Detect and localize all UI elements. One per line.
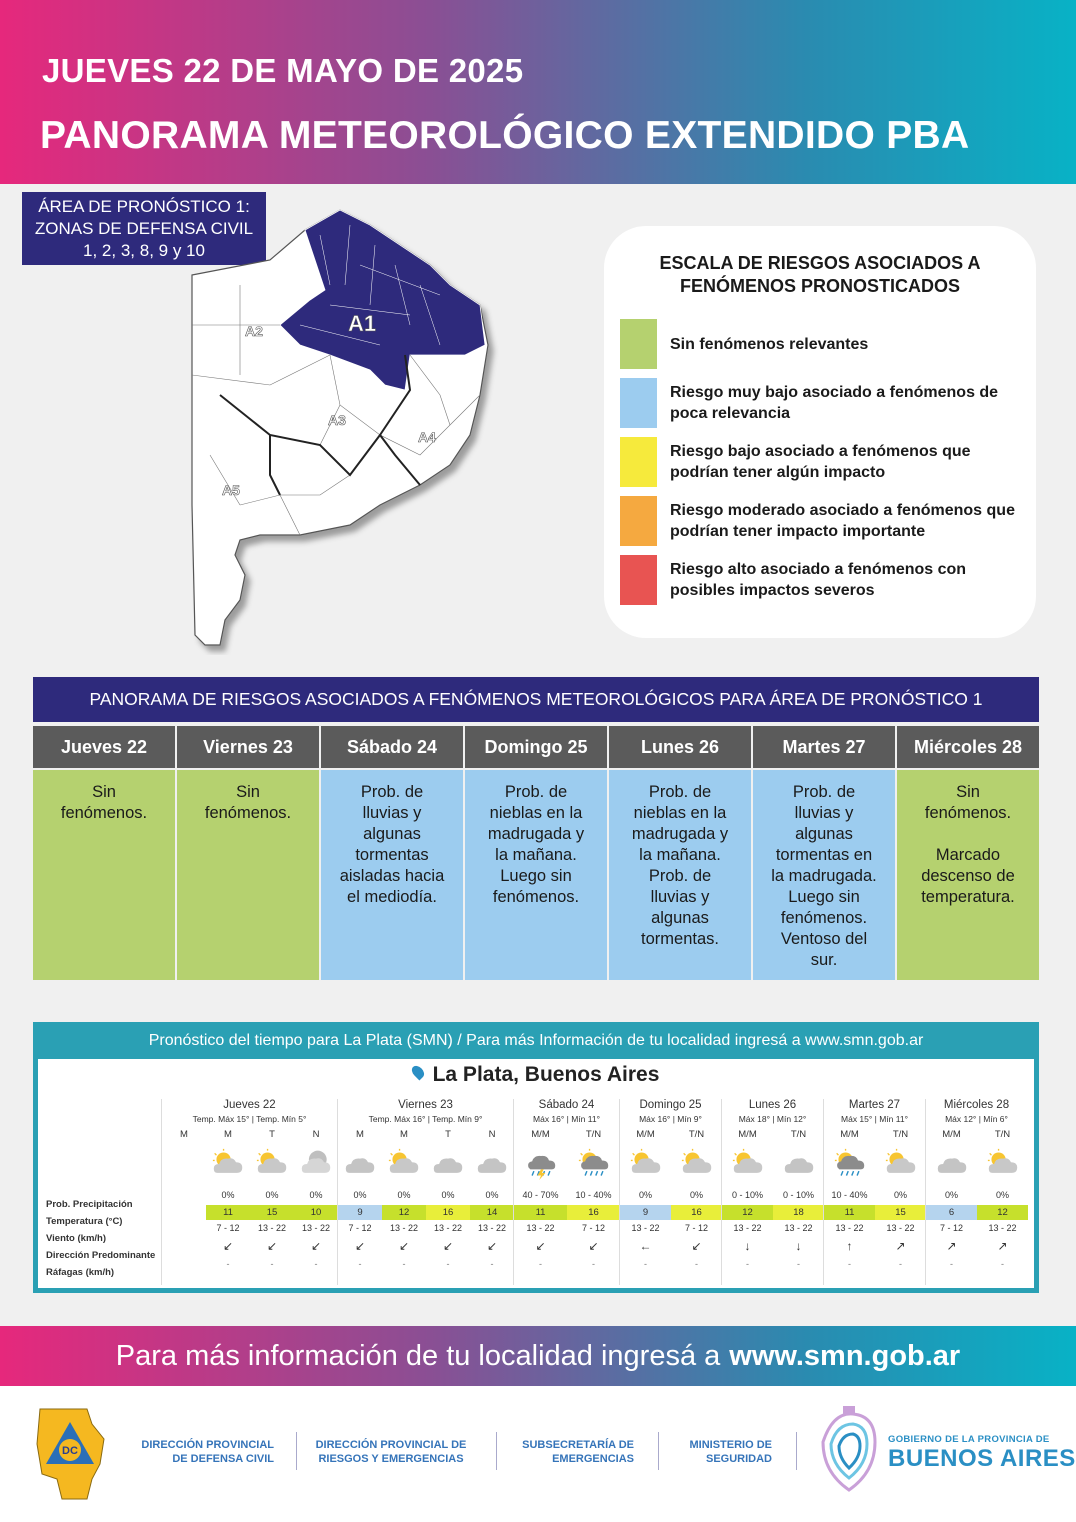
day-column (609, 726, 751, 982)
risk-scale-legend (604, 226, 1036, 638)
day-forecast-text: Prob. de nieblas en la madrugada y la mañana. Luego sin fenómenos. (465, 770, 607, 980)
wind-speed: 13 - 22 (886, 1223, 915, 1233)
wind-direction-arrow-icon: ↓ (744, 1239, 751, 1253)
gobierno-buenos-aires-emblem-icon (813, 1402, 885, 1494)
forecast-slot (620, 1099, 671, 1285)
legend-swatch-green (620, 319, 657, 369)
forecast-day (823, 1099, 925, 1285)
day-forecast-text: Sin fenómenos. (177, 770, 319, 980)
slot-label: T/N (790, 1129, 807, 1140)
temperature-cell: 14 (470, 1205, 514, 1220)
precipitation-prob: 0% (397, 1190, 411, 1200)
footer-divider (796, 1432, 797, 1470)
forecast-slot (926, 1099, 977, 1285)
cloud-weather-icon (474, 1148, 510, 1180)
day-header: Martes 27 (753, 726, 895, 768)
footer-item-defensa-civil: DIRECCIÓN PROVINCIAL DE DEFENSA CIVIL (141, 1439, 274, 1465)
gusts-value: - (950, 1259, 953, 1269)
day-column (465, 726, 607, 982)
forecast-slot (250, 1099, 294, 1285)
temperature-cell: 11 (206, 1205, 250, 1220)
forecast-slot (206, 1099, 250, 1285)
forecast-day (337, 1099, 513, 1285)
legend-text: Riesgo alto asociado a fenómenos con posibles impactos severos (670, 561, 967, 599)
wind-direction-arrow-icon: ↙ (691, 1239, 702, 1253)
footer-divider (496, 1432, 497, 1470)
slot-label: M/M (531, 1129, 550, 1140)
info-band-text: Para más información de tu localidad ingresá a (115, 1339, 721, 1372)
smn-forecast-table (38, 1059, 1034, 1288)
forecast-day-name: Lunes 26 (748, 1099, 797, 1111)
defensa-civil-logo-icon (32, 1404, 112, 1504)
precipitation-prob: 0 - 10% (731, 1190, 764, 1200)
temperature-cell: 11 (514, 1205, 567, 1220)
slot-label: M (224, 1129, 232, 1140)
legend-swatch-blue (620, 378, 657, 428)
forecast-day (161, 1099, 337, 1285)
wind-speed: 13 - 22 (988, 1223, 1017, 1233)
slot-label: N (488, 1129, 496, 1140)
precipitation-prob: 0% (944, 1190, 958, 1200)
day-forecast-text: Sin fenómenos. (33, 770, 175, 980)
precipitation-prob: 0% (689, 1190, 703, 1200)
forecast-day (925, 1099, 1027, 1285)
temperature-cell: 16 (426, 1205, 470, 1220)
wind-speed: 13 - 22 (784, 1223, 813, 1233)
gusts-value: - (358, 1259, 362, 1269)
report-date: JUEVES 22 DE MAYO DE 2025 (42, 52, 524, 89)
forecast-slot (514, 1099, 567, 1285)
wind-speed: 13 - 22 (526, 1223, 555, 1233)
wind-speed: 13 - 22 (389, 1223, 419, 1233)
forecast-slot (338, 1099, 382, 1285)
location-title: La Plata, Buenos Aires (38, 1063, 1034, 1087)
temperature-cell: 12 (977, 1205, 1028, 1220)
header-banner (0, 0, 1076, 184)
temperature-cell: 18 (773, 1205, 824, 1220)
forecast-day-temps: Temp. Máx 15° | Temp. Mín 5° (192, 1114, 307, 1124)
map-label-a3: A3 (328, 412, 346, 428)
day-header: Jueves 22 (33, 726, 175, 768)
precipitation-prob: 0% (309, 1190, 323, 1200)
precipitation-prob: 0% (353, 1190, 367, 1200)
info-band (0, 1326, 1076, 1386)
slot-label: T (269, 1129, 275, 1140)
province-map (180, 205, 510, 655)
sun-cloud-weather-icon (254, 1148, 290, 1180)
legend-item-high (620, 555, 1030, 605)
wind-speed: 7 - 12 (216, 1223, 240, 1233)
temperature-cell: 6 (926, 1205, 977, 1220)
smn-link[interactable]: www.smn.gob.ar (729, 1339, 961, 1372)
day-header: Miércoles 28 (897, 726, 1039, 768)
slot-label: M/M (636, 1129, 655, 1140)
forecast-day (513, 1099, 619, 1285)
gusts-value: - (746, 1259, 749, 1269)
legend-text: Riesgo bajo asociado a fenómenos que podrían tener algún impacto (670, 443, 971, 481)
slot-label: T/N (585, 1129, 602, 1140)
slot-label: M (356, 1129, 364, 1140)
footer-item-subsecretaria: SUBSECRETARÍA DE EMERGENCIAS (522, 1439, 634, 1465)
day-column (321, 726, 463, 982)
slot-label: T (445, 1129, 451, 1140)
legend-text: Sin fenómenos relevantes (670, 335, 869, 353)
legend-item-moderate (620, 496, 1030, 546)
panorama-title: PANORAMA DE RIESGOS ASOCIADOS A FENÓMENOS METEOROLÓGICOS PARA ÁREA DE PRONÓSTICO 1 (33, 677, 1039, 722)
slot-label: N (312, 1129, 320, 1140)
precipitation-prob: 0% (441, 1190, 455, 1200)
slot-label: M/M (840, 1129, 859, 1140)
forecast-slot (824, 1099, 875, 1285)
gusts-value: - (490, 1259, 494, 1269)
wind-speed: 7 - 12 (581, 1223, 605, 1233)
wind-speed: 13 - 22 (733, 1223, 762, 1233)
gusts-value: - (644, 1259, 647, 1269)
forecast-day-temps: Máx 16° | Mín 9° (639, 1114, 702, 1124)
wind-direction-arrow-icon: ↗ (997, 1239, 1008, 1253)
slot-label: T/N (892, 1129, 909, 1140)
smn-title: Pronóstico del tiempo para La Plata (SMN) / Para más Información de tu localidad ingresá a www.smn.gob.ar (148, 1032, 924, 1049)
panorama-days (33, 726, 1039, 982)
temperature-cell: 12 (722, 1205, 773, 1220)
precipitation-prob: 0% (265, 1190, 279, 1200)
temperature-cell: 15 (875, 1205, 926, 1220)
map-label-a4: A4 (418, 429, 436, 445)
temperature-cell: 9 (338, 1205, 382, 1220)
wind-direction-arrow-icon: ↙ (398, 1239, 410, 1253)
area-line-2: ZONAS DE DEFENSA CIVIL (34, 219, 254, 238)
slot-label: M/M (942, 1129, 961, 1140)
legend-swatch-yellow (620, 437, 657, 487)
day-forecast-text: Prob. de lluvias y algunas tormentas aisladas hacia el mediodía. (321, 770, 463, 980)
footer (0, 1386, 1076, 1522)
footer-divider (296, 1432, 297, 1470)
gusts-value: - (592, 1259, 595, 1269)
slot-label: T/N (688, 1129, 705, 1140)
map-label-a1: A1 (348, 311, 377, 336)
forecast-day-name: Viernes 23 (398, 1099, 453, 1111)
legend-item-low (620, 437, 1030, 487)
temperature-cell: 9 (620, 1205, 671, 1220)
cloud-weather-icon (430, 1148, 466, 1180)
footer-divider (658, 1432, 659, 1470)
slot-label: T/N (994, 1129, 1011, 1140)
gusts-value: - (539, 1259, 542, 1269)
forecast-slot (567, 1099, 620, 1285)
wind-speed: 13 - 22 (477, 1223, 507, 1233)
forecast-slot (162, 1099, 206, 1285)
day-column (897, 726, 1039, 982)
day-column (177, 726, 319, 982)
wind-speed: 13 - 22 (301, 1223, 331, 1233)
wind-direction-arrow-icon: ↙ (442, 1239, 454, 1253)
wind-direction-arrow-icon: ↗ (946, 1239, 957, 1253)
legend-text: Riesgo moderado asociado a fenómenos que podrían tener impacto importante (670, 502, 1015, 540)
day-header: Sábado 24 (321, 726, 463, 768)
forecast-slot (470, 1099, 514, 1285)
gobierno-wordmark: GOBIERNO DE LA PROVINCIA DE BUENOS AIRES (888, 1434, 1076, 1472)
legend-swatch-orange (620, 496, 657, 546)
gusts-value: - (314, 1259, 318, 1269)
wind-speed: 13 - 22 (631, 1223, 660, 1233)
precipitation-prob: 10 - 40% (831, 1190, 868, 1200)
temperature-cell: 16 (567, 1205, 620, 1220)
forecast-slot (382, 1099, 426, 1285)
cloud-weather-icon (934, 1148, 970, 1180)
gusts-value: - (270, 1259, 274, 1269)
temperature-cell: 11 (824, 1205, 875, 1220)
cloud-weather-icon (781, 1148, 817, 1180)
precipitation-prob: 0% (485, 1190, 499, 1200)
sun-cloud-weather-icon (985, 1148, 1021, 1180)
forecast-day-temps: Máx 12° | Mín 6° (945, 1114, 1008, 1124)
area-line-1: ÁREA DE PRONÓSTICO 1: (38, 197, 250, 216)
precipitation-prob: 0% (893, 1190, 907, 1200)
forecast-day-temps: Temp. Máx 16° | Temp. Mín 9° (368, 1114, 483, 1124)
wind-direction-arrow-icon: ↗ (895, 1239, 906, 1253)
temperature-cell: 10 (294, 1205, 338, 1220)
gusts-value: - (695, 1259, 698, 1269)
slot-label: M (180, 1129, 188, 1140)
wind-direction-arrow-icon: ↓ (795, 1239, 802, 1253)
rain-weather-icon (832, 1148, 868, 1180)
forecast-slot (977, 1099, 1028, 1285)
forecast-slot (773, 1099, 824, 1285)
footer-item-ministerio: MINISTERIO DE SEGURIDAD (689, 1439, 772, 1465)
wind-direction-arrow-icon: ↙ (535, 1239, 546, 1253)
smn-forecast-panel (33, 1022, 1039, 1293)
precipitation-prob: 0% (221, 1190, 235, 1200)
location-pin-icon (409, 1064, 426, 1081)
forecast-day-temps: Máx 18° | Mín 12° (738, 1114, 807, 1124)
wind-direction-arrow-icon: ↙ (266, 1239, 278, 1253)
sun-cloud-weather-icon (730, 1148, 766, 1180)
forecast-day (721, 1099, 823, 1285)
slot-label: M/M (738, 1129, 757, 1140)
sun-cloud-weather-icon (386, 1148, 422, 1180)
sun-cloud-weather-icon (679, 1148, 715, 1180)
area-line-3: 1, 2, 3, 8, 9 y 10 (83, 241, 205, 260)
temperature-cell: 12 (382, 1205, 426, 1220)
slot-label: M (400, 1129, 408, 1140)
moon-cloud-weather-icon (298, 1148, 334, 1180)
forecast-day-temps: Máx 15° | Mín 11° (841, 1114, 908, 1124)
precipitation-prob: 40 - 70% (522, 1190, 559, 1200)
day-forecast-text: Prob. de lluvias y algunas tormentas en la madrugada. Luego sin fenómenos. Ventoso del sur. (753, 770, 895, 980)
temperature-cell: 16 (671, 1205, 722, 1220)
wind-direction-arrow-icon: ↙ (588, 1239, 599, 1253)
day-header: Lunes 26 (609, 726, 751, 768)
legend-title: ESCALA DE RIESGOS ASOCIADOS A FENÓMENOS PRONOSTICADOS (659, 253, 981, 296)
wind-direction-arrow-icon: ← (639, 1239, 652, 1253)
precipitation-prob: 10 - 40% (575, 1190, 612, 1200)
row-label-gusts: Ráfagas (km/h) (46, 1267, 115, 1278)
gusts-value: - (226, 1259, 230, 1269)
page-title: PANORAMA METEOROLÓGICO EXTENDIDO PBA (40, 114, 970, 157)
wind-speed: 13 - 22 (433, 1223, 463, 1233)
forecast-slot (875, 1099, 926, 1285)
row-label-direction: Dirección Predominante (46, 1250, 156, 1261)
wind-speed: 7 - 12 (348, 1223, 372, 1233)
forecast-day-name: Martes 27 (848, 1099, 901, 1111)
cloud-weather-icon (342, 1148, 378, 1180)
legend-text: Riesgo muy bajo asociado a fenómenos de poca relevancia (670, 384, 999, 422)
precipitation-prob: 0% (995, 1190, 1009, 1200)
map-label-a5: A5 (222, 482, 240, 498)
gusts-value: - (848, 1259, 851, 1269)
svg-text:DC: DC (62, 1445, 78, 1457)
sun-cloud-weather-icon (628, 1148, 664, 1180)
precipitation-prob: 0 - 10% (782, 1190, 815, 1200)
wind-speed: 7 - 12 (939, 1223, 963, 1233)
forecast-slot (294, 1099, 338, 1285)
storm-weather-icon (523, 1148, 559, 1180)
wind-speed: 7 - 12 (684, 1223, 708, 1233)
map-label-a2: A2 (245, 323, 263, 339)
sun-cloud-weather-icon (883, 1148, 919, 1180)
wind-direction-arrow-icon: ↙ (222, 1239, 234, 1253)
day-header: Domingo 25 (465, 726, 607, 768)
forecast-slot (426, 1099, 470, 1285)
day-column (753, 726, 895, 982)
wind-direction-arrow-icon: ↙ (486, 1239, 498, 1253)
day-column (33, 726, 175, 982)
sun-cloud-weather-icon (210, 1148, 246, 1180)
forecast-day (619, 1099, 721, 1285)
row-label-precip: Prob. Precipitación (46, 1199, 133, 1210)
gusts-value: - (402, 1259, 406, 1269)
forecast-day-name: Sábado 24 (538, 1099, 595, 1111)
footer-item-riesgos: DIRECCIÓN PROVINCIAL DE RIESGOS Y EMERGENCIAS (315, 1439, 467, 1465)
gusts-value: - (1001, 1259, 1004, 1269)
wind-speed: 13 - 22 (835, 1223, 864, 1233)
gusts-value: - (899, 1259, 902, 1269)
forecast-day-name: Jueves 22 (223, 1099, 276, 1111)
day-forecast-text: Sin fenómenos. Marcado descenso de temperatura. (897, 770, 1039, 980)
forecast-day-name: Miércoles 28 (943, 1099, 1010, 1111)
day-header: Viernes 23 (177, 726, 319, 768)
wind-direction-arrow-icon: ↑ (846, 1239, 853, 1253)
gusts-value: - (797, 1259, 800, 1269)
forecast-day-name: Domingo 25 (639, 1099, 702, 1111)
gusts-value: - (446, 1259, 450, 1269)
row-label-wind: Viento (km/h) (46, 1233, 106, 1244)
legend-item-none (620, 319, 1030, 369)
precipitation-prob: 0% (638, 1190, 652, 1200)
legend-item-very-low (620, 378, 1030, 428)
forecast-slot (722, 1099, 773, 1285)
forecast-day-temps: Máx 16° | Mín 11° (533, 1114, 600, 1124)
temperature-cell: 15 (250, 1205, 294, 1220)
row-label-temp: Temperatura (°C) (46, 1216, 123, 1227)
forecast-slot (671, 1099, 722, 1285)
rain-weather-icon (576, 1148, 612, 1180)
day-forecast-text: Prob. de nieblas en la madrugada y la mañana. Prob. de lluvias y algunas tormentas. (609, 770, 751, 980)
wind-speed: 13 - 22 (257, 1223, 287, 1233)
wind-direction-arrow-icon: ↙ (310, 1239, 322, 1253)
legend-swatch-red (620, 555, 657, 605)
wind-direction-arrow-icon: ↙ (354, 1239, 366, 1253)
